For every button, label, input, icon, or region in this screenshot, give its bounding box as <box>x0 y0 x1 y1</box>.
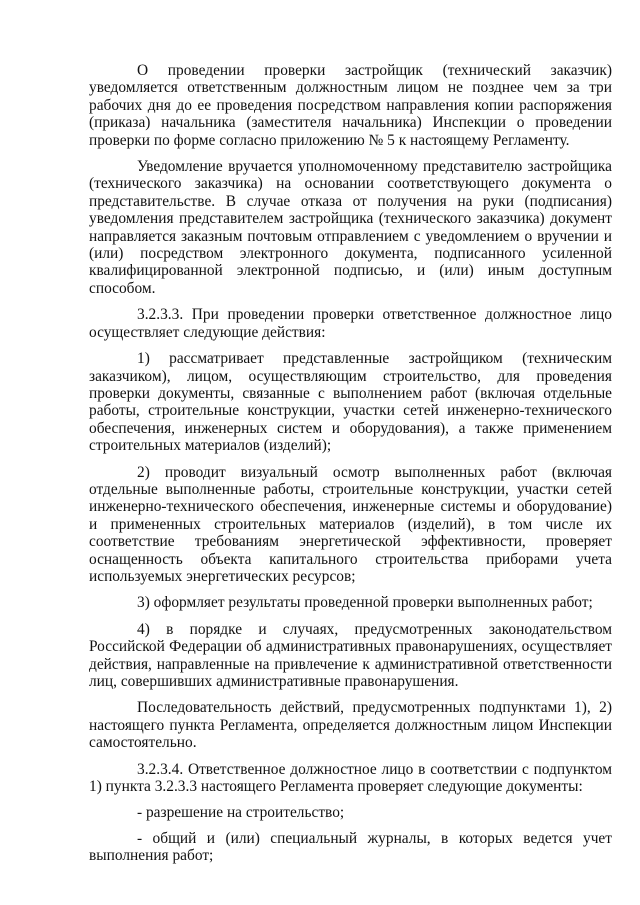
list-item-2-visual-inspection: 2) проводит визуальный осмотр выполненных работ (включая отдельные выполненные работы, строительные конструкции, участки сетей инженерно-технического обеспечения, инженерные системы и оборудование) и примененных строительных материалов (изделий), в том числе их соответствие требованиям энергетической эффективности, проверяет оснащенность объекта капитального строительства приборами учета используемых энергетических ресурсов; <box>89 463 612 585</box>
list-item-work-journals: - общий и (или) специальный журналы, в которых ведется учет выполнения работ; <box>89 829 612 865</box>
paragraph-notification-of-inspection: О проведении проверки застройщик (технический заказчик) уведомляется ответственным должностным лицом не позднее чем за три рабочих дня до ее проведения посредством направления копии распоряжения (приказа) начальника (заместителя начальника) Инспекции о проведении проверки по форме согласно приложению № 5 к настоящему Регламенту. <box>89 62 612 149</box>
paragraph-notice-delivery: Уведомление вручается уполномоченному представителю застройщика (технического заказчика) на основании соответствующего документа о представительстве. В случае отказа от получения на руки (подписания) уведомления представителем застройщика (технического заказчика) документ направляется заказным почтовым отправлением с уведомлением о вручении и (или) посредством электронного документа, подписанного усиленной квалифицированной электронной подписью, и (или) иным доступным способом. <box>89 158 612 297</box>
paragraph-3-2-3-4-heading: 3.2.3.4. Ответственное должностное лицо в соответствии с подпунктом 1) пункта 3.2.3.3 настоящего Регламента проверяет следующие документы: <box>89 760 612 796</box>
list-item-1-review-documents: 1) рассматривает представленные застройщиком (техническим заказчиком), лицом, осуществляющим строительство, для проведения проверки документы, связанные с выполнением работ (включая отдельные работы, строительные конструкции, участки сетей инженерно-технического обеспечения, инженерных систем и оборудования), а также применением строительных материалов (изделий); <box>89 350 612 455</box>
paragraph-sequence-of-actions: Последовательность действий, предусмотренных подпунктами 1), 2) настоящего пункта Регламента, определяется должностным лицом Инспекции самостоятельно. <box>89 699 612 752</box>
list-item-construction-permit: - разрешение на строительство; <box>137 804 345 822</box>
document-page <box>89 62 612 874</box>
list-item-4-administrative-actions: 4) в порядке и случаях, предусмотренных законодательством Российской Федерации об административных правонарушениях, осуществляет действия, направленные на привлечение к административной ответственности лиц, совершивших административные правонарушения. <box>89 620 612 690</box>
paragraph-3-2-3-3-heading: 3.2.3.3. При проведении проверки ответственное должностное лицо осуществляет следующие действия: <box>89 306 612 341</box>
list-item-3-record-results: 3) оформляет результаты проведенной проверки выполненных работ; <box>137 594 593 612</box>
